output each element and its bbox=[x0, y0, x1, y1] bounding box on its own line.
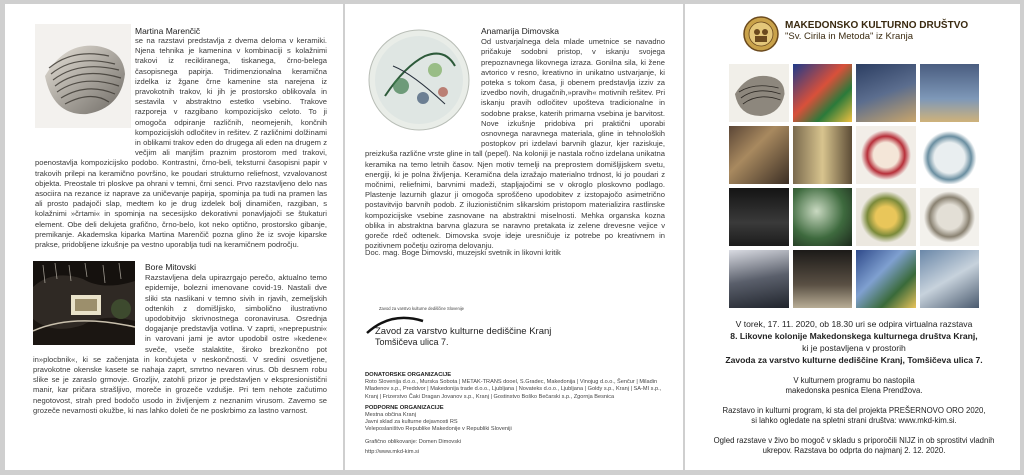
support-list: Mestna občina Kranj Javni sklad za kulturne dejavnosti RS Veleposlaništvo Republike Makedonije v Republiki Sloveniji bbox=[365, 412, 512, 433]
society-subtitle: "Sv. Cirila in Metoda" iz Kranja bbox=[785, 31, 914, 42]
gallery-thumb bbox=[856, 188, 916, 246]
zavod-logo-text: Zavod za varstvo kulturne dediščine Slovenije bbox=[379, 306, 464, 311]
gallery-thumb bbox=[793, 250, 853, 308]
author-name-martina: Martina Marenčič bbox=[135, 26, 201, 36]
gallery-thumb bbox=[920, 188, 980, 246]
author-text-anamarija: Anamarija Dimovska Od ustvarjalnega dela mlade umetnice se navadno pričakuje sodobni pristop, v iskanju svojega prepoznavnega likovnega izraza. Gonilna sila, ki žene avtorico v resno, kreativno in unikatno ustvarjanje, ki poteka s tokom časa, ji obenem predstavlja izziv za izvedbo novih, drugačnih,»pravih« motivnih rešitev. Pri iskanju pravih odločitev upošteva tradicionalne in sodobne prakse, katerih primarna vsebina je barvitost. Nove izkušnje pridobiva pri praktični uporabi osnovnega naravnega materiala, gline in tehnoloških postopkov pri izdelavi barvnih glazur, kjer raziskuje, preizkuša različne vrste gline in tall (pepel). Na koloniji je nastala ročno izdelana unikatna keramika na temo letnih časov. Njen motiv temelji na preprostem domišljijskem svetu, energiji, ki je polna življenja. Keramična dela izražajo materialno trdnost, ki jo poudari z močnimi, reliefnimi, barvnimi madeži, stapljajočimi se v okroglo ploskovno podlago. Plastenje lazurnih glazur ji omogoča sproščeno upodobitev z izstopajočo asimetrično postavitvijo barvnih podob. Z iluzionističnim slikarskim pristopom materializira rastlinske kompozicijske vsebine zasnovane na abstraktni miselnosti. Mehka organska kozna oblika in abstraktna barvna glazura se naravno pretakata iz zelene drevesne vejice v goreče rdeč odtenek. Dimovska svoje ideje uresničuje iz potrebe po kreativnem in pozitivnem početju oziroma delovanju. bbox=[365, 26, 665, 251]
gallery-thumb bbox=[729, 188, 789, 246]
brochure-page-right bbox=[685, 4, 1020, 470]
zavod-address: Tomšičeva ulica 7. bbox=[375, 337, 449, 347]
gallery-thumb bbox=[793, 126, 853, 184]
program-line-2: makedonska pesnica Elena Prendžova. bbox=[785, 386, 923, 395]
gallery-thumb bbox=[856, 126, 916, 184]
author-text-martina: se na razstavi predstavlja z dvema deloma v keramiki. Njena tehnika je kamenina v kombinaciji s kolažnimi trakovi iz recikliranega, tiskanega, črno-belega časopisnega papirja. Tridimenzionalna keramična izdelka iz žgane črne kamenine sta narejena iz pravokotnih trakov, ki jih je prostorsko oblikovala in sestavila v abstraktno estetko vsebino. Trakove razporeja v razgibano kompozicijsko celoto. To ji omogoča odpiranje različnih, neomejenih, končnih kompozicijskih odločitev in rešitev. Z različnimi dolžinami in oblikami trakov eden do drugega ali eden na drugem z večjim ali manjšim praznim prostorom med trakovi, poenostavlja kompozicijsko podobo. Kontrastni, črno-beli, teksturni časopisni papir v trakovih prilepi na keramično površino, ke poudari strukturno reliefnost, vzvalovanost objekta. Preostale tri ploskve pa ohrani v temni, črni senci. Prvo razstavljeno delo nas asociira na rezance iz naprave za uničevanje papirja, spominja pa tudi na pramen las ali prosto padajoči slap, medtem ko je drug izdelek bolj dinamičen, razgiban, s kolažnimi »črtami« in spominja na secesijsko dekorativni ponavljajoči se štukaturi element. Obe deli delujeta grafično, črno-belo, kot neko optično, prostorsko gibanje, premikanje. Akademska kiparka Martina Marenčič pozna glino že iz svoje kiparske prakse, pridobljene izkušnje pa vestno uporablja tudi na keramičnem področju. bbox=[35, 36, 327, 250]
society-title: MAKEDONSKO KULTURNO DRUŠTVO bbox=[785, 20, 969, 31]
event-line-3: ki je postavljena v prostorih bbox=[802, 343, 906, 353]
gallery-thumb bbox=[920, 126, 980, 184]
gallery-thumb bbox=[793, 188, 853, 246]
brochure-page-left bbox=[5, 4, 343, 470]
gallery-thumb bbox=[729, 64, 789, 122]
gallery-thumb bbox=[729, 126, 789, 184]
critic-signature: Doc. mag. Boge Dimovski, muzejski svetnik in likovni kritik bbox=[365, 248, 561, 257]
web-line-1: Razstavo in kulturni program, ki sta del projekta PREŠERNOVO ORO 2020, bbox=[722, 406, 986, 415]
society-logo-icon bbox=[743, 16, 779, 52]
event-line-2: 8. Likovne kolonije Makedonskega kulturnega društva Kranj, bbox=[730, 331, 978, 341]
gallery-thumb bbox=[856, 64, 916, 122]
gallery-thumb bbox=[729, 250, 789, 308]
zavod-name: Zavod za varstvo kulturne dediščine Kranj bbox=[375, 326, 552, 337]
gallery-thumb bbox=[856, 250, 916, 308]
donors-list: Roto Slovenija d.o.o., Murska Sobota | METAK-TRANS dooel, S.Gradec, Makedonija | Vinojug d.o.o., Šenčur | Miladin Mladenov s.p., Preddvor | Makedonija trade d.o.o., Ljubljana | Novateks d.o.o., Ljubljana | Goldy s.p., Kranj | SA-MI s.p., Kranj | Frizerstvo Čaki Dragan Jovanov s.p., Kranj | Gostinstvo Boško Bečarski s.p., Zgornja Besnica bbox=[365, 379, 662, 400]
gallery-thumb bbox=[920, 64, 980, 122]
website-link[interactable]: http://www.mkd-kim.si bbox=[365, 448, 420, 455]
web-line-2[interactable]: si lahko ogledate na spletni strani društva: www.mkd-kim.si. bbox=[751, 416, 957, 425]
donors-heading: DONATORSKE ORGANIZACIJE bbox=[365, 372, 452, 378]
author-name-bore: Bore Mitovski bbox=[145, 262, 197, 272]
note-line-2: ukrepov. Razstava bo odprta do najmanj 2. 12. 2020. bbox=[762, 446, 946, 455]
program-line-1: V kulturnem programu bo nastopila bbox=[793, 376, 915, 385]
support-heading: PODPORNE ORGANIZACIJE bbox=[365, 404, 444, 411]
artwork-gallery-grid bbox=[729, 64, 979, 308]
author-name-anamarija: Anamarija Dimovska bbox=[481, 26, 559, 36]
note-line-1: Ogled razstave v živo bo mogoč v skladu s priporočili NIJZ in ob sprostitvi vladnih bbox=[713, 436, 995, 445]
author-text-bore: Bore Mitovski Razstavljena dela upirazrgajo perečo, aktualno temo epidemije, bolezni imenovane covid-19. Nastali dve sliki sta naslikani v temno sivih in rjavih, zemeljskih odtenkih z domišljisko, simbolično ilustrativno upodobitvijo skrivnostnega coronavirusa. Osrednja dogajanje predstavlja votlina. V zaprti, »neprepustni« in varovani jami je avtor upodobil ostre »kedene« sveče, vseče stalaktite, široko brezkončno pot in»plocbnik«, ki se začenjata in končujeta v neskončnosti. V sredini osvetljene, pravokotne okenske kasete se nahaja zaprt, smrtno nevaren virus. Ob desnem robu slike se je zaraslo grmovje. Grozljiv, zatohli prizor je predstavljen v ekspresionistični manir, kar pričara strašljivo, moreče in grozeče vzdušje. Pri tem nehote začutimo negotovost, strah pred bodočo usodo in življenjem z neznanim virusom. Zavemo se grozeče nevarnosti okužbe, ki nas lahko doleti če ne poskrbimo za lastno varnost. bbox=[33, 262, 327, 415]
gallery-thumb bbox=[793, 64, 853, 122]
brochure-page-middle bbox=[345, 4, 683, 470]
design-credit: Grafično oblikovanje: Domen Dimovski bbox=[365, 438, 462, 445]
event-line-1: V torek, 17. 11. 2020, ob 18.30 uri se odpira virtualna razstava bbox=[735, 319, 973, 329]
event-line-4: Zavoda za varstvo kulturne dediščine Kranj, Tomšičeva ulica 7. bbox=[725, 355, 983, 365]
gallery-thumb bbox=[920, 250, 980, 308]
